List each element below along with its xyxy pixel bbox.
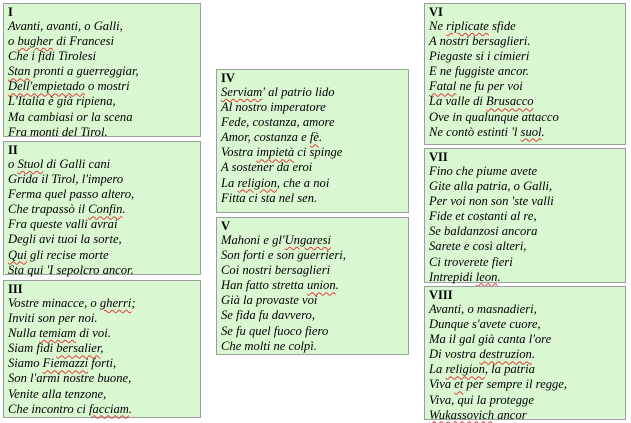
spellcheck-flagged-word: Wukassovich <box>429 407 495 422</box>
verse-text: forti, <box>88 356 117 371</box>
spellcheck-flagged-word: Confin <box>88 202 123 217</box>
verse-line <box>429 302 621 317</box>
verse-line <box>8 402 196 417</box>
stanza-lines <box>429 164 621 285</box>
verse-line <box>429 270 621 285</box>
verse-line <box>221 324 404 339</box>
verse-text: o <box>8 34 18 49</box>
verse-text: Ci troverete fieri <box>429 254 513 269</box>
verse-text: Fede, costanza, amore <box>221 115 335 130</box>
verse-text: di Francesi <box>53 34 115 49</box>
spellcheck-flagged-word: religion <box>237 175 277 190</box>
spellcheck-flagged-word: Serviam <box>221 85 263 99</box>
verse-line <box>429 377 621 392</box>
stanza-lines <box>8 296 196 417</box>
stanza-numeral: VI <box>429 5 443 19</box>
verse-line <box>429 49 621 64</box>
verse-line <box>429 194 621 209</box>
verse-text: Se fida fu davvero, <box>221 308 315 323</box>
verse-line <box>221 115 404 130</box>
verse-text: o mostri <box>84 79 130 94</box>
verse-line <box>221 248 404 263</box>
spellcheck-flagged-word: Stan <box>8 64 31 79</box>
verse-text: A nostri bersaglieri. <box>429 34 531 49</box>
verse-line <box>8 202 196 217</box>
verse-line <box>429 34 621 49</box>
verse-text: ne fu per voi <box>456 79 523 94</box>
stanza-VIII <box>424 286 626 420</box>
spellcheck-flagged-word: leon <box>475 269 498 284</box>
verse-line <box>429 64 621 79</box>
spellcheck-flagged-word: Ungaresi <box>284 233 331 247</box>
verse-line <box>221 293 404 308</box>
spellcheck-flagged-word: fè <box>309 130 319 145</box>
stanza-lines <box>8 19 196 140</box>
verse-text: Sarete e così alteri, <box>429 239 527 254</box>
spellcheck-flagged-word: et <box>454 377 464 392</box>
verse-line <box>429 209 621 224</box>
verse-text: Al nostro imperatore <box>221 100 326 115</box>
verse-text: Avanti, avanti, o Galli, <box>8 19 123 33</box>
verse-line <box>8 19 196 34</box>
verse-text: . <box>497 269 501 284</box>
spellcheck-flagged-word: temiam <box>39 326 77 341</box>
verse-line <box>8 387 196 402</box>
verse-text: pronti a guerreggiar, <box>30 64 139 79</box>
verse-text: Fitta ci sta nel sen. <box>221 190 318 205</box>
verse-line <box>8 326 196 341</box>
verse-line <box>429 255 621 270</box>
stanza-lines <box>429 302 621 423</box>
stanza-numeral: III <box>8 282 23 296</box>
spellcheck-flagged-word: union <box>306 278 336 293</box>
spellcheck-flagged-word: destruzion <box>479 347 532 362</box>
verse-text: Fide et costanti al re, <box>429 209 537 224</box>
verse-text: Ma cambiasi or la scena <box>8 109 133 124</box>
verse-line <box>8 49 196 64</box>
spellcheck-flagged-word: Qui <box>8 247 27 262</box>
verse-text: ; <box>131 296 136 310</box>
stanza-numeral: V <box>221 219 231 233</box>
verse-text: Viva, qui la protegge <box>429 392 534 407</box>
spellcheck-flagged-word: religion <box>445 362 485 377</box>
verse-text: Per voi non son 'ste valli <box>429 194 554 209</box>
verse-line <box>429 332 621 347</box>
verse-text: Che trapassò il <box>8 202 89 217</box>
verse-line <box>221 233 404 248</box>
verse-text: Se fu quel fuoco fiero <box>221 323 329 338</box>
stanza-numeral: II <box>8 143 18 157</box>
verse-text: Coi nostri bersaglieri <box>221 263 331 278</box>
verse-line <box>8 64 196 79</box>
verse-text: , la patria <box>484 362 535 377</box>
stanza-numeral: VII <box>429 150 448 164</box>
spellcheck-flagged-word: impietà <box>256 145 295 160</box>
verse-line <box>221 85 404 100</box>
verse-line <box>8 34 196 49</box>
verse-line <box>8 341 196 356</box>
stanza-numeral: IV <box>221 71 235 85</box>
verse-text: A sostener da eroi <box>221 160 313 175</box>
verse-line <box>8 371 196 386</box>
verse-text: ' al patrio lido <box>262 85 335 99</box>
stanza-lines <box>221 233 404 354</box>
verse-line <box>8 296 196 311</box>
verse-line <box>221 130 404 145</box>
spellcheck-flagged-word: riplicate <box>446 19 489 33</box>
spellcheck-flagged-word: Fatal <box>429 79 457 94</box>
verse-line <box>429 94 621 109</box>
verse-text: Vostra <box>221 145 257 160</box>
verse-text: . <box>122 202 126 217</box>
verse-line <box>8 217 196 232</box>
verse-text: Che incontro ci <box>8 401 90 416</box>
verse-line <box>221 145 404 160</box>
verse-text: . <box>128 401 133 416</box>
verse-text: o <box>8 157 18 171</box>
verse-text: Già la provaste voi <box>221 293 318 308</box>
verse-text: . <box>531 347 536 362</box>
stanza-numeral: VIII <box>429 288 453 302</box>
verse-text: La <box>429 362 446 377</box>
verse-text: Fra monti del Tirol. <box>8 124 108 139</box>
verse-text: Grida il Tirol, l'impero <box>8 172 124 187</box>
verse-line <box>429 393 621 408</box>
stanza-V <box>216 217 409 355</box>
verse-text: Di vostra <box>429 347 480 362</box>
verse-line <box>8 311 196 326</box>
verse-text: Che i fidi Tirolesi <box>8 49 97 64</box>
verse-line <box>8 79 196 94</box>
verse-line <box>429 239 621 254</box>
verse-line <box>8 263 196 278</box>
verse-text: Che molti ne colpì. <box>221 338 317 353</box>
verse-line <box>429 79 621 94</box>
verse-line <box>429 317 621 332</box>
verse-text: Ne <box>429 19 447 33</box>
verse-text: , che a noi <box>276 175 330 190</box>
spellcheck-flagged-word: suol <box>520 124 542 139</box>
stanza-lines <box>8 157 196 278</box>
verse-text: Dunque s'avete cuore, <box>429 317 541 332</box>
verse-text: ci spinge <box>294 145 343 160</box>
verse-line <box>8 356 196 371</box>
verse-text: Viva <box>429 377 455 392</box>
verse-text: Fra queste valli avrai <box>8 217 118 232</box>
verse-text: Ferma quel passo altero, <box>8 187 135 202</box>
verse-text: La <box>221 175 238 190</box>
spellcheck-flagged-word: facciam <box>89 401 129 416</box>
verse-text: Ne contò estinti 'l <box>429 124 521 139</box>
verse-text: per sempre il regge, <box>463 377 568 392</box>
verse-text: Inviti son per noi. <box>8 311 98 326</box>
verse-line <box>8 172 196 187</box>
verse-line <box>8 125 196 140</box>
verse-line <box>8 94 196 109</box>
stanza-lines <box>429 19 621 140</box>
verse-text: Piegaste si i cimieri <box>429 49 530 64</box>
verse-text: Han fatto stretta <box>221 278 307 293</box>
spellcheck-flagged-word: gherri <box>99 296 132 310</box>
spellcheck-flagged-word: Fiemazzi <box>42 356 89 371</box>
verse-line <box>8 157 196 172</box>
stanza-VII <box>424 148 626 283</box>
verse-line <box>429 224 621 239</box>
verse-line <box>221 278 404 293</box>
verse-text: Venite alla tenzone, <box>8 386 107 401</box>
verse-text: L'Italia è già ripiena, <box>8 94 116 109</box>
verse-line <box>8 248 196 263</box>
verse-line <box>221 308 404 323</box>
verse-text: , <box>100 341 104 356</box>
stanza-II <box>3 141 201 275</box>
verse-text: Degli avi tuoi la sorte, <box>8 232 122 247</box>
spellcheck-flagged-word: Stuol <box>17 157 44 171</box>
verse-line <box>8 187 196 202</box>
verse-line <box>221 339 404 354</box>
verse-line <box>221 100 404 115</box>
stanza-VI <box>424 3 626 145</box>
verse-text: di Galli cani <box>43 157 111 171</box>
verse-text: Ove in qualunque attacco <box>429 109 559 124</box>
verse-line <box>429 19 621 34</box>
verse-line <box>429 347 621 362</box>
stanza-numeral: I <box>8 5 13 19</box>
stanza-lines <box>221 85 404 206</box>
verse-text: Son forti e son guerrieri, <box>221 248 346 263</box>
verse-line <box>429 125 621 140</box>
spellcheck-flagged-word: Dell'empietado <box>8 79 85 94</box>
verse-line <box>8 110 196 125</box>
stanza-IV <box>216 69 409 213</box>
verse-line <box>429 110 621 125</box>
verse-line <box>221 191 404 206</box>
verse-text: di voi. <box>76 326 111 341</box>
verse-text: Mahoni e gl' <box>221 233 285 247</box>
verse-text: Intrepidi <box>429 269 476 284</box>
verse-text: sfide <box>488 19 516 33</box>
verse-text: Avanti, o masnadieri, <box>429 302 537 316</box>
verse-text: Fino che piume avete <box>429 164 538 178</box>
verse-text: Siam fidi <box>8 341 57 356</box>
verse-text: ancor <box>494 407 527 422</box>
verse-text: Ma il gal già canta l'ore <box>429 332 552 347</box>
verse-text: . <box>335 278 339 293</box>
verse-line <box>429 179 621 194</box>
spellcheck-flagged-word: Brusacco <box>486 94 534 109</box>
verse-text: Vostre minacce, o <box>8 296 100 310</box>
verse-line <box>221 160 404 175</box>
verse-line <box>221 263 404 278</box>
verse-text: Se baldanzosi ancora <box>429 224 538 239</box>
verse-text: gli recise morte <box>26 247 109 262</box>
verse-line <box>8 232 196 247</box>
verse-text: Son l'armi nostre buone, <box>8 371 132 386</box>
verse-line <box>429 362 621 377</box>
spellcheck-flagged-word: bersalier <box>56 341 101 356</box>
verse-text: E ne fuggiste ancor. <box>429 64 530 79</box>
verse-text: . <box>541 124 545 139</box>
verse-text: Nulla <box>8 326 40 341</box>
stanza-III <box>3 280 201 418</box>
stanza-I <box>3 3 201 137</box>
verse-line <box>429 164 621 179</box>
verse-line <box>429 408 621 423</box>
verse-text: Gite alla patria, o Galli, <box>429 179 553 194</box>
verse-text: Amor, costanza e <box>221 130 310 145</box>
verse-text: . <box>318 130 323 145</box>
verse-text: Siamo <box>8 356 43 371</box>
verse-text: La valle di <box>429 94 487 109</box>
spellcheck-flagged-word: bugher <box>17 34 54 49</box>
verse-text: Sta qui 'I sepolcro ancor. <box>8 262 134 277</box>
verse-line <box>221 176 404 191</box>
